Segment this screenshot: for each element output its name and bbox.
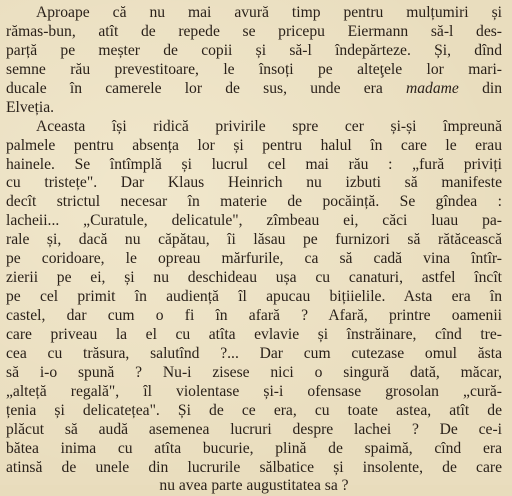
text-line: atinsă de unele din lucrurile sălbatice și insolente, de care xyxy=(6,458,502,476)
text-line: rămas-bun, atît de repede se pricepu Eiermann să-l des- xyxy=(6,22,502,40)
text-line-with-emphasis xyxy=(6,80,502,99)
text-line: hainele. Se întîmplă și lucrul cel mai rău : „fură priviți xyxy=(6,155,502,173)
text-line: pe coridoare, le opreau mărfurile, ca să cadă vina întîr- xyxy=(6,250,502,268)
text-line: Aproape că nu mai avură timp pentru mulțumiri și xyxy=(36,4,502,21)
text-line: Aceasta își ridică privirile spre cer și-și împreună xyxy=(36,117,502,135)
text-line: pe cel primit în audiență îl apucau bițiielile. Asta era în xyxy=(6,288,502,306)
page-text xyxy=(6,4,502,496)
emphasis-word: madame xyxy=(406,79,459,97)
text-line: parță pe meșter de copii și să-l îndepărteze. Și, dînd xyxy=(6,41,502,59)
text-line: zierii pe ei, și nu deschideau ușa cu canaturi, astfel încît xyxy=(6,269,502,287)
text-line: decît strictul necesar în materie de pocăință. Se gîndea : xyxy=(6,193,502,211)
text-line: să i-o spună ? Nu-i zisese nici o singură dată, măcar, xyxy=(6,363,502,381)
text-line: „alteță regală", îl violentase și-i ofensase grosolan „cură- xyxy=(6,382,502,400)
text-line: care priveau la el cu atîta evlavie și înstrăinare, cînd tre- xyxy=(6,325,502,343)
text-line: cea cu trăsura, salutînd ?... Dar cum cutezase omul ăsta xyxy=(6,344,502,362)
text-line: palmele pentru absența lor și pentru halul în care le erau xyxy=(6,136,502,154)
paragraph-1 xyxy=(6,4,502,118)
text-line: rale și, dacă nu căpătau, îi lăsau pe furnizori să rătăcească xyxy=(6,231,502,249)
text-line: Elveția. xyxy=(6,98,55,116)
text-line: cu tristețe". Dar Klaus Heinrich nu izbuti să manifeste xyxy=(6,174,502,192)
text-fragment: ducale în camerele lor de sus, unde era xyxy=(6,79,383,97)
text-line: bătea inima cu atîta bucurie, plină de spaimă, cînd era xyxy=(6,439,502,457)
paragraph-2 xyxy=(6,118,502,496)
text-fragment: din xyxy=(482,79,502,97)
text-line: plăcut să audă asemenea lucruri despre lachei ? De ce-i xyxy=(6,420,502,438)
text-line: nu avea parte augustitatea sa ? xyxy=(159,477,349,495)
text-line: semne rău prevestitoare, le însoți pe alteţele lor mari- xyxy=(6,60,502,78)
text-line: lacheii... „Curatule, delicatule", zîmbeau ei, căci luau pa- xyxy=(6,212,502,230)
text-line: castel, dar cum o fi în afară ? Afară, printre oamenii xyxy=(6,307,502,324)
text-line: țenia și delicatețea". Și de ce era, cu toate astea, atît de xyxy=(6,401,502,419)
